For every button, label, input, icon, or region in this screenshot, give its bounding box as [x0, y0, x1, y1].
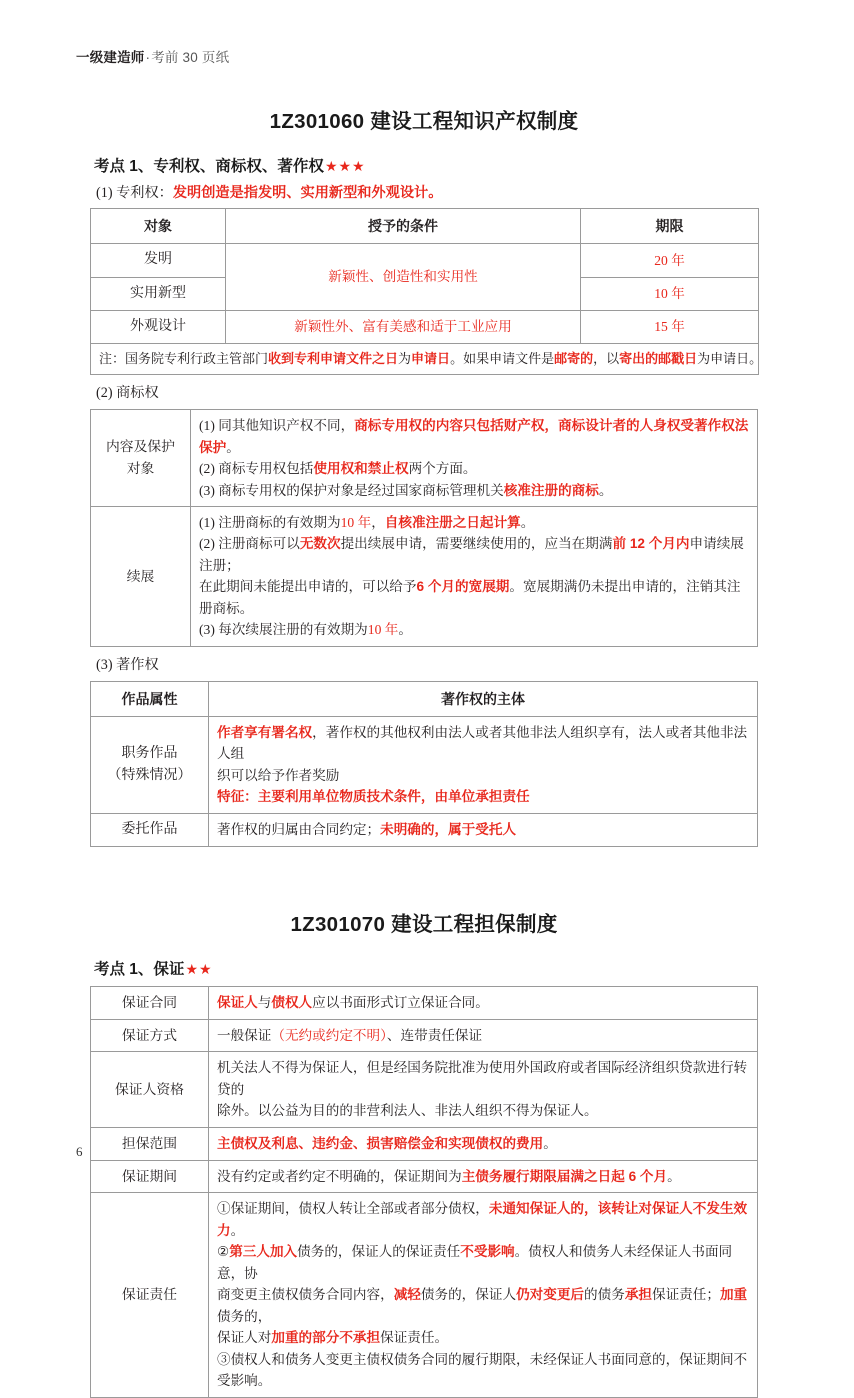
cell-line — [217, 1349, 749, 1392]
text-run: ② — [217, 1244, 230, 1260]
text-run: 保证责任； — [652, 1287, 720, 1303]
text-run: 提出续展申请，需要继续使用的，应当在期满 — [340, 536, 613, 552]
kaodian-label-2: 考点 1、保证 — [94, 960, 185, 978]
copyright-label: (3) 著作权 — [96, 656, 159, 673]
note-r3: 邮寄的 — [554, 350, 594, 366]
patent-table-note — [91, 343, 763, 375]
note-t1: 注：国务院专利行政主管部门 — [99, 350, 269, 366]
cell-content — [209, 1160, 758, 1193]
text-run: 。宽展期满仍未提出申请的，注销其注册商标。 — [199, 579, 741, 616]
table-row — [91, 1127, 758, 1160]
patent-th-term: 期限 — [581, 209, 759, 244]
cell-line — [217, 765, 749, 786]
row-label — [91, 1019, 209, 1052]
table-row — [91, 716, 758, 813]
cell-line — [217, 1025, 749, 1046]
cell-line — [217, 1133, 749, 1154]
patent-intro — [90, 183, 758, 204]
text-run: 。 — [667, 1168, 681, 1184]
text-run: 加重 — [719, 1287, 748, 1303]
trademark-table — [90, 409, 758, 647]
table-row — [91, 986, 758, 1019]
text-run: 在此期间未能提出申请的，可以给予 — [199, 579, 417, 595]
cell-line — [217, 1198, 749, 1241]
table-row — [91, 1019, 758, 1052]
text-run: (1) 同其他知识产权不同， — [199, 418, 355, 434]
text-run: 。 — [230, 1222, 245, 1238]
cell-content — [191, 410, 758, 507]
table-row — [91, 310, 759, 343]
cell-line — [217, 1166, 749, 1187]
cell-content — [209, 1193, 758, 1397]
running-header-separator: · — [145, 50, 151, 65]
row-label-line: 保证合同 — [121, 994, 178, 1010]
table-row — [91, 244, 759, 277]
cell-line — [217, 1284, 749, 1327]
note-t2: 为 — [398, 350, 412, 366]
table-row — [91, 410, 758, 507]
cell-content — [209, 1052, 758, 1127]
patent-object-invention: 发明 — [91, 244, 226, 277]
patent-th-condition: 授予的条件 — [226, 209, 581, 244]
text-run: 与 — [257, 994, 272, 1010]
text-run: 6 个月的宽展期 — [416, 579, 510, 595]
copyright-th-subject: 著作权的主体 — [209, 681, 758, 716]
cell-line — [199, 576, 749, 619]
table-header-row — [91, 681, 758, 716]
table-row — [91, 813, 758, 846]
text-run: 使用权和禁止权 — [313, 461, 409, 477]
text-run: (2) 商标专用权包括 — [199, 461, 314, 477]
text-run: 债务的，保证人的保证责任 — [297, 1244, 461, 1260]
note-r1: 收到专利申请文件之日 — [268, 350, 399, 366]
kaodian-stars-1: ★★★ — [324, 158, 366, 174]
table-header-row — [91, 209, 759, 244]
note-t3: 。如果申请文件是 — [450, 350, 555, 366]
text-run: 承担 — [624, 1287, 652, 1303]
text-run: 商变更主债权债务合同内容， — [217, 1287, 394, 1303]
running-header-subtitle: 考前 30 页纸 — [151, 50, 230, 65]
text-run: 除外。以公益为目的的非营利法人、非法人组织不得为保证人。 — [217, 1103, 598, 1119]
patent-condition-shared: 新颖性、创造性和实用性 — [226, 244, 581, 310]
text-run: 保证人 — [217, 994, 258, 1010]
cell-line — [217, 819, 749, 840]
patent-table — [90, 208, 763, 375]
kaodian-label-1: 考点 1、专利权、商标权、著作权 — [94, 158, 324, 175]
text-run: 商标专用权的内容只包括财产权，商标设计者的人身权受著作权法保护 — [199, 418, 749, 455]
patent-condition-design: 新颖性外、富有美感和适于工业应用 — [226, 310, 581, 343]
text-run: 债权人 — [271, 994, 313, 1010]
text-run: 的债务 — [584, 1287, 625, 1303]
row-label-line: 保证责任 — [121, 1287, 178, 1303]
text-run: (3) 商标专用权的保护对象是经过国家商标管理机关 — [199, 482, 504, 498]
text-run: 织可以给予作者奖励 — [217, 767, 340, 783]
cell-line — [217, 722, 749, 765]
text-run: 保证人对 — [217, 1330, 272, 1346]
row-label-line: 职务作品 — [121, 745, 178, 761]
text-run: ，著作权的其他权利由法人或者其他非法人组织享有，法人或者其他非法人组 — [217, 724, 748, 762]
kaodian-heading-2 — [90, 957, 758, 979]
table-row — [91, 507, 758, 647]
row-label — [91, 1160, 209, 1193]
trademark-label: (2) 商标权 — [96, 385, 159, 402]
text-run: 自核准注册之日起计算 — [384, 515, 521, 531]
row-label — [91, 1052, 209, 1127]
text-run: 前 12 个月内 — [612, 536, 690, 552]
text-run: 10 年 — [340, 515, 372, 531]
cell-content — [209, 716, 758, 813]
text-run: 减轻 — [393, 1287, 421, 1303]
note-r4: 寄出的邮戳日 — [619, 350, 698, 366]
patent-object-utility: 实用新型 — [91, 277, 226, 310]
patent-term-invention: 20 年 — [581, 244, 759, 277]
cell-line — [199, 512, 749, 533]
text-run: 债务的，保证人 — [420, 1287, 517, 1303]
text-run: 机关法人不得为保证人，但是经国务院批准为使用外国政府或者国际经济组织贷款进行转贷的 — [217, 1060, 748, 1097]
text-run: 。 — [598, 482, 613, 498]
text-run: 。 — [398, 622, 412, 638]
row-label-line: 委托作品 — [121, 821, 178, 837]
row-label-line: 内容及保护 — [106, 439, 175, 455]
guarantee-table-body — [91, 986, 758, 1397]
cell-content — [209, 986, 758, 1019]
cell-content — [191, 507, 758, 647]
text-run: 特征：主要利用单位物质技术条件，由单位承担责任 — [217, 789, 530, 805]
text-run: 作者享有署名权 — [217, 724, 313, 740]
row-label — [91, 813, 209, 846]
section-title-1z301060: 1Z301060 建设工程知识产权制度 — [269, 110, 579, 133]
running-header-title: 一级建造师 — [76, 50, 145, 65]
text-run: ③债权人和债务人变更主债权债务合同的履行期限，未经保证人书面同意的，保证期间不受影响。 — [217, 1351, 748, 1389]
text-run: 仍对变更后 — [516, 1287, 585, 1303]
section-title-1z301070: 1Z301070 建设工程担保制度 — [290, 912, 558, 936]
kaodian-heading-1 — [90, 154, 758, 176]
text-run: （无约或约定不明） — [271, 1027, 387, 1043]
text-run: 著作权的归属由合同约定； — [217, 822, 381, 837]
cell-line — [199, 480, 749, 501]
text-run: 一般保证 — [217, 1027, 272, 1043]
text-run: 核准注册的商标 — [503, 482, 599, 498]
text-run: ①保证期间，债权人转让全部或者部分债权， — [217, 1201, 489, 1217]
row-label-line: 对象 — [126, 461, 155, 477]
text-run: 未通知保证人的，该转让对保证人不发生效力 — [217, 1201, 748, 1238]
table-row — [91, 343, 759, 375]
text-run: 债务的， — [217, 1308, 272, 1324]
text-run: (1) 注册商标的有效期为 — [199, 515, 341, 531]
trademark-table-body — [91, 410, 758, 647]
guarantee-table — [90, 986, 758, 1398]
page-number: 6 — [76, 1144, 83, 1159]
text-run: 加重的部分不承担 — [271, 1330, 381, 1346]
patent-term-design: 15 年 — [581, 310, 759, 343]
text-run: 未明确的，属于受托人 — [380, 822, 517, 837]
cell-line — [199, 458, 749, 479]
cell-content — [209, 1127, 758, 1160]
text-run: 没有约定或者约定不明确的，保证期间为 — [217, 1168, 462, 1184]
patent-th-object: 对象 — [91, 209, 226, 244]
cell-line — [217, 1100, 749, 1121]
note-t4: ，以 — [593, 350, 620, 366]
table-row — [91, 1193, 758, 1397]
text-run: 。 — [543, 1135, 557, 1151]
note-r2: 申请日 — [411, 350, 451, 366]
text-run: 10 年 — [367, 622, 399, 638]
text-run: 保证责任。 — [380, 1330, 449, 1346]
text-run: 申请续展注册； — [199, 536, 744, 573]
row-label — [91, 1193, 209, 1397]
cell-line — [217, 1241, 749, 1284]
text-run: 应以书面形式订立保证合同。 — [312, 994, 489, 1010]
cell-line — [199, 619, 749, 640]
document-content — [90, 90, 763, 1398]
row-label — [91, 410, 191, 507]
note-t5: 为申请日。 — [697, 350, 763, 366]
cell-line — [217, 1327, 749, 1348]
text-run: (3) 每次续展注册的有效期为 — [199, 622, 368, 638]
row-label — [91, 507, 191, 647]
copyright-th-attribute: 作品属性 — [91, 681, 209, 716]
row-label — [91, 1127, 209, 1160]
patent-term-utility: 10 年 — [581, 277, 759, 310]
row-label — [91, 986, 209, 1019]
cell-content — [209, 813, 758, 846]
cell-line — [217, 992, 749, 1013]
text-run: 。 — [520, 515, 535, 531]
text-run: ， — [371, 515, 385, 531]
row-label-line: 担保范围 — [121, 1135, 178, 1151]
patent-object-design: 外观设计 — [91, 310, 226, 343]
table-row — [91, 1052, 758, 1127]
text-run: 。 — [226, 439, 240, 455]
row-label-line: 续展 — [126, 568, 155, 584]
row-label-line: （特殊情况） — [107, 767, 192, 783]
text-run: 。债权人和债务人未经保证人书面同意，协 — [217, 1244, 733, 1281]
row-label-line: 保证期间 — [121, 1168, 178, 1184]
row-label-line: 保证方式 — [121, 1027, 178, 1043]
text-run: 两个方面。 — [408, 461, 477, 477]
cell-line — [217, 786, 749, 807]
text-run: 第三人加入 — [229, 1244, 298, 1260]
row-label-line: 保证人资格 — [115, 1081, 184, 1097]
running-header — [76, 46, 229, 66]
cell-line — [199, 415, 749, 458]
patent-intro-red: 发明创造是指发明、实用新型和外观设计。 — [172, 185, 443, 201]
copyright-table-body — [91, 716, 758, 846]
patent-intro-prefix: (1) 专利权： — [96, 185, 173, 201]
text-run: 主债权及利息、违约金、损害赔偿金和实现债权的费用 — [217, 1135, 544, 1151]
cell-line — [199, 533, 749, 576]
text-run: 无数次 — [299, 536, 341, 552]
kaodian-stars-2: ★★ — [185, 960, 213, 977]
cell-content — [209, 1019, 758, 1052]
copyright-table — [90, 681, 758, 847]
text-run: (2) 注册商标可以 — [199, 536, 300, 552]
table-row — [91, 1160, 758, 1193]
text-run: 主债务履行期限届满之日起 6 个月 — [461, 1168, 668, 1184]
row-label — [91, 716, 209, 813]
cell-line — [217, 1057, 749, 1100]
text-run: 不受影响 — [460, 1244, 515, 1260]
text-run: 、连带责任保证 — [386, 1027, 483, 1043]
